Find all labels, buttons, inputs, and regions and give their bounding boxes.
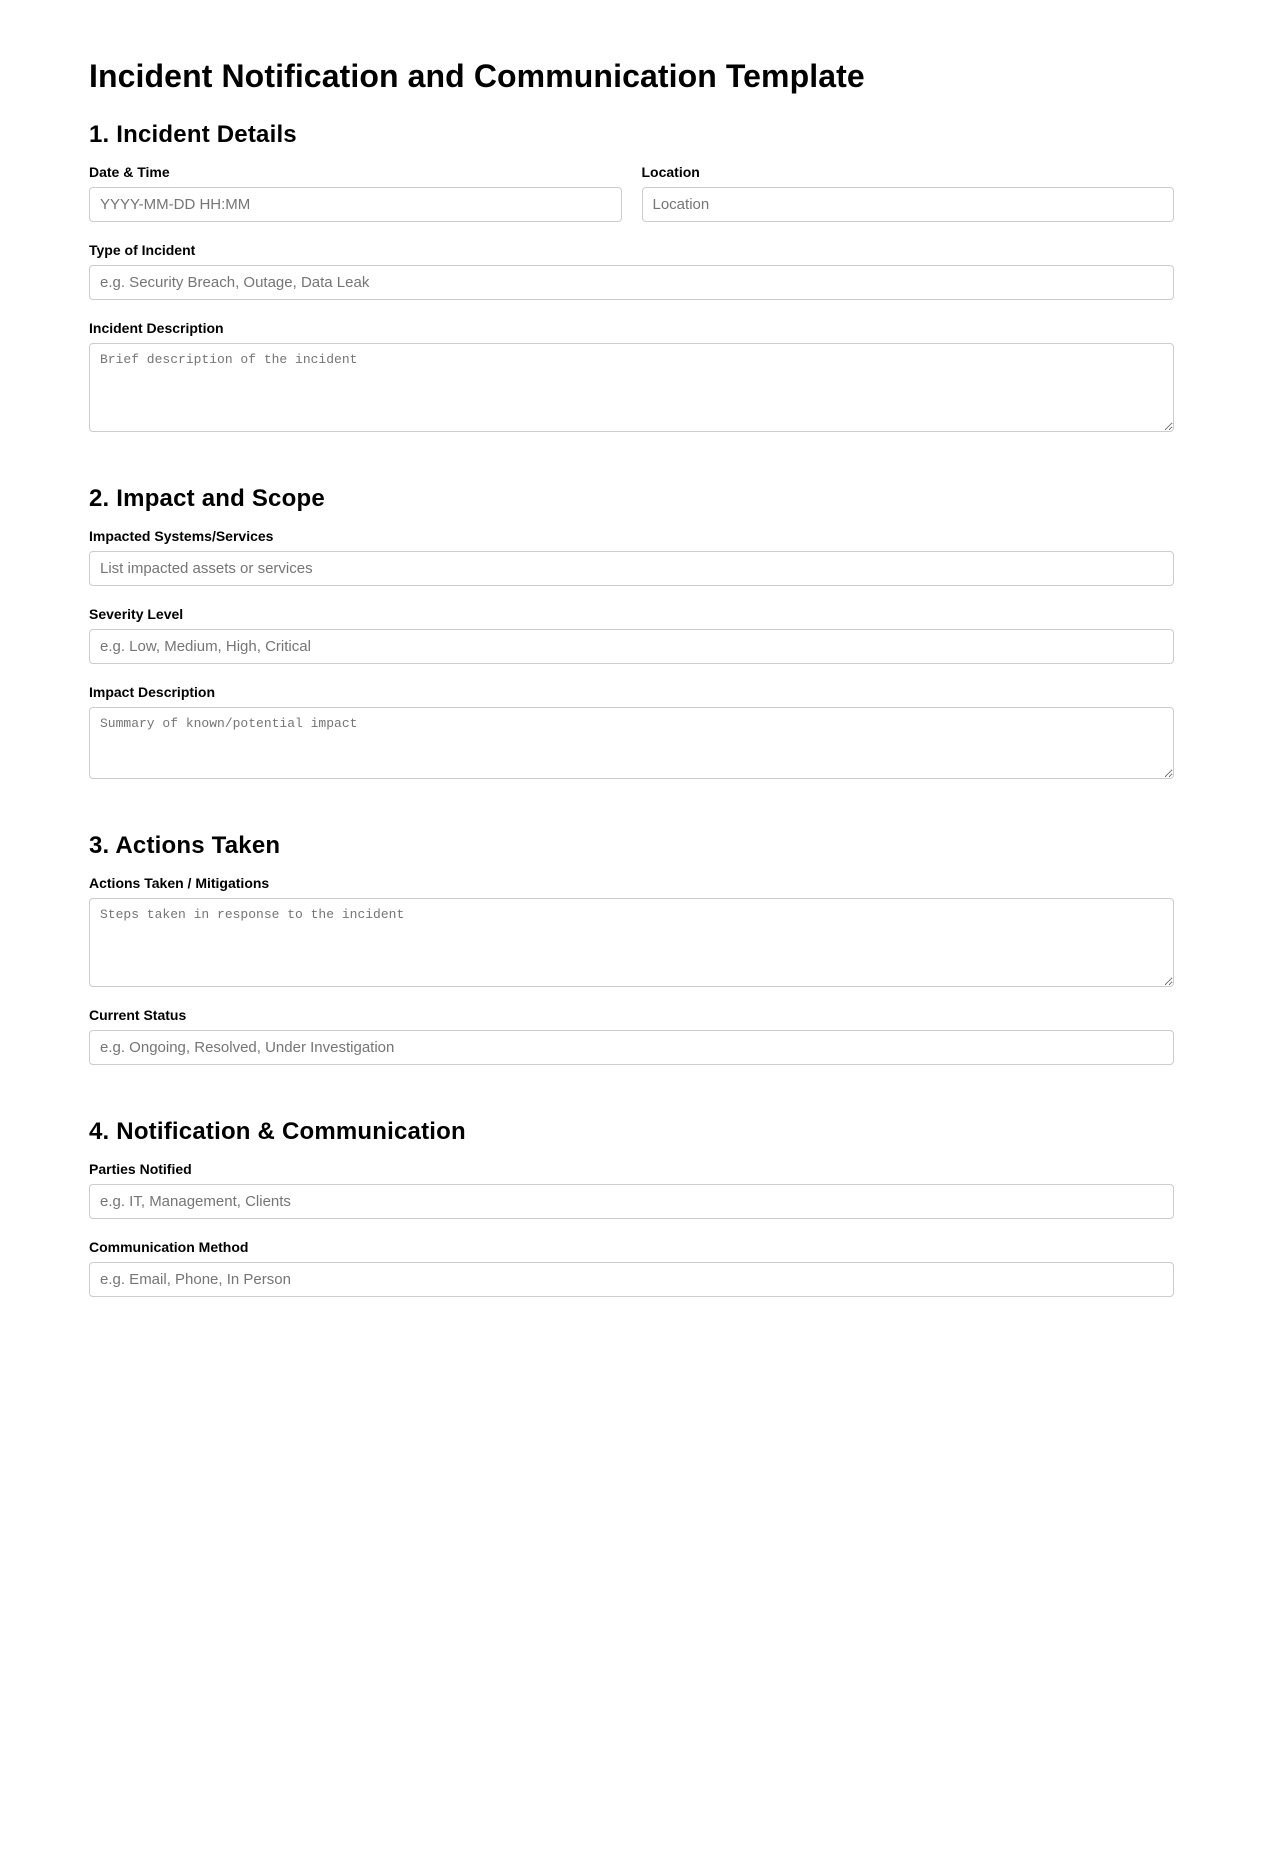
section-heading: 1. Incident Details: [89, 121, 297, 148]
impacted-systems-label: Impacted Systems/Services: [89, 528, 274, 544]
date-time-label: Date & Time: [89, 164, 170, 180]
field-impacted-systems: [89, 528, 1174, 586]
field-incident-description: [89, 320, 1174, 432]
page-title: Incident Notification and Communication Template: [89, 58, 865, 94]
section-heading: 2. Impact and Scope: [89, 485, 325, 512]
incident-description-textarea[interactable]: [89, 343, 1174, 432]
severity-level-label: Severity Level: [89, 606, 184, 622]
actions-mitigations-textarea[interactable]: [89, 898, 1174, 987]
type-of-incident-label: Type of Incident: [89, 242, 196, 258]
field-type-of-incident: [89, 242, 1174, 300]
section-actions-taken: [89, 831, 1174, 1065]
section-impact-and-scope: [89, 484, 1174, 779]
section-notification-communication: [89, 1117, 1174, 1297]
current-status-label: Current Status: [89, 1007, 187, 1023]
impact-description-textarea[interactable]: [89, 707, 1174, 779]
field-actions-mitigations: [89, 875, 1174, 987]
current-status-input[interactable]: [89, 1030, 1174, 1065]
date-location-row: [89, 164, 1174, 242]
parties-notified-label: Parties Notified: [89, 1161, 192, 1177]
type-of-incident-input[interactable]: [89, 265, 1174, 300]
field-date-time: [89, 164, 622, 222]
field-impact-description: [89, 684, 1174, 779]
impacted-systems-input[interactable]: [89, 551, 1174, 586]
impact-description-label: Impact Description: [89, 684, 216, 700]
section-heading: 4. Notification & Communication: [89, 1118, 466, 1145]
communication-method-input[interactable]: [89, 1262, 1174, 1297]
field-communication-method: [89, 1239, 1174, 1297]
field-current-status: [89, 1007, 1174, 1065]
communication-method-label: Communication Method: [89, 1239, 249, 1255]
parties-notified-input[interactable]: [89, 1184, 1174, 1219]
incident-form: [89, 0, 1174, 1297]
incident-description-label: Incident Description: [89, 320, 224, 336]
severity-level-input[interactable]: [89, 629, 1174, 664]
section-heading: 3. Actions Taken: [89, 832, 281, 859]
date-time-input[interactable]: [89, 187, 622, 222]
section-incident-details: [89, 120, 1174, 432]
location-input[interactable]: [642, 187, 1175, 222]
field-parties-notified: [89, 1161, 1174, 1219]
actions-mitigations-label: Actions Taken / Mitigations: [89, 875, 270, 891]
location-label: Location: [641, 164, 700, 180]
field-severity-level: [89, 606, 1174, 664]
field-location: [642, 164, 1175, 242]
